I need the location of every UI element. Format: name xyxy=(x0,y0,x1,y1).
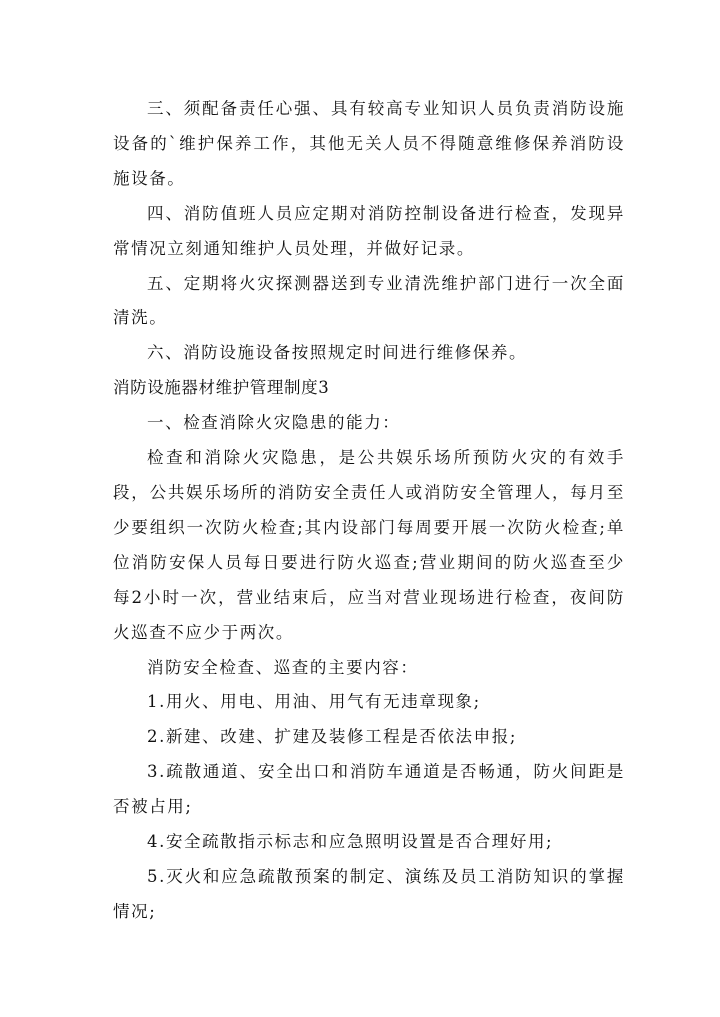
paragraph-item-6: 六、消防设施设备按照规定时间进行维修保养。 xyxy=(147,343,528,363)
subsection-heading: 一、检查消除火灾隐患的能力： xyxy=(147,413,401,433)
list-item-5: 5.灭火和应急疏散预案的制定、演练及员工消防知识的掌握情况; xyxy=(113,866,625,921)
body-paragraph: 检查和消除火灾隐患，是公共娱乐场所预防火灾的有效手段，公共娱乐场所的消防安全责任人或消防安全管理人，每月至少要组织一次防火检查;其内设部门每周要开展一次防火检查;单位消防安保人员每日要进行防火巡查;营业期间的防火巡查至少每2小时一次，营业结束后，应当对营业现场进行检查，夜间防火巡查不应少于两次。 xyxy=(113,448,625,642)
paragraph-item-5: 五、定期将火灾探测器送到专业清洗维护部门进行一次全面清洗。 xyxy=(113,273,625,328)
list-intro: 消防安全检查、巡查的主要内容： xyxy=(147,657,419,677)
list-item-1: 1.用火、用电、用油、用气有无违章现象; xyxy=(147,692,481,712)
list-item-4: 4.安全疏散指示标志和应急照明设置是否合理好用; xyxy=(147,832,554,852)
paragraph-item-4: 四、消防值班人员应定期对消防控制设备进行检查，发现异常情况立刻通知维护人员处理，并做好记录。 xyxy=(113,203,625,258)
document-body xyxy=(113,92,625,930)
section-heading: 消防设施器材维护管理制度3 xyxy=(113,378,330,398)
list-item-3: 3.疏散通道、安全出口和消防车通道是否畅通，防火间距是否被占用; xyxy=(113,762,625,817)
paragraph-item-3: 三、须配备责任心强、具有较高专业知识人员负责消防设施设备的`维护保养工作，其他无关人员不得随意维修保养消防设施设备。 xyxy=(113,99,625,188)
list-item-2: 2.新建、改建、扩建及装修工程是否依法申报; xyxy=(147,727,518,747)
